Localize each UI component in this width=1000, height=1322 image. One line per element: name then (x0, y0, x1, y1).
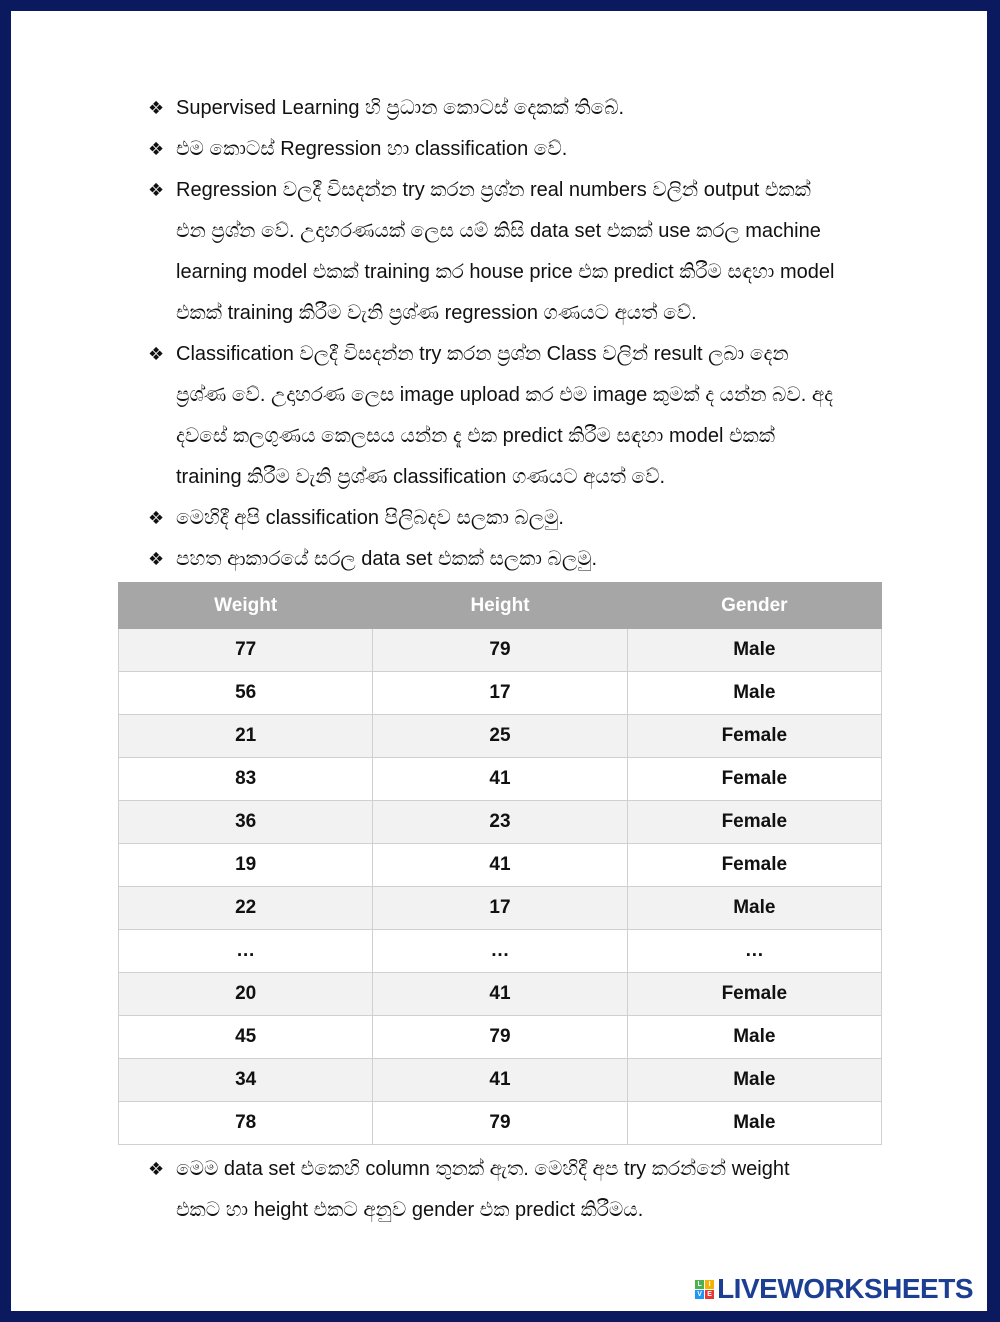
table-row (119, 672, 882, 715)
table-cell: 41 (373, 758, 627, 801)
table-cell: 21 (119, 715, 373, 758)
bullet-icon: ❖ (148, 344, 165, 364)
table-row (119, 715, 882, 758)
table-row (119, 1059, 882, 1102)
bullet-text-line: එකට හා height එකට අනුව gender එක predict කිරීමය. (176, 1199, 644, 1221)
bullet-icon: ❖ (148, 508, 165, 528)
table-row (119, 1016, 882, 1059)
logo-letter-tile: V (695, 1290, 704, 1299)
data-table (118, 582, 882, 1145)
table-cell: 79 (373, 1102, 627, 1145)
table-cell: 77 (119, 629, 373, 672)
table-cell: … (373, 930, 627, 973)
data-table-wrapper (118, 582, 882, 1145)
logo-text: LIVEWORKSHEETS (717, 1273, 973, 1304)
table-cell: Male (627, 672, 881, 715)
bullet-text-line: එකක් training කිරීම වැනි ප්‍රශ්ණ regression ගණයට අයත් වේ. (176, 302, 697, 324)
bullet-icon: ❖ (148, 549, 165, 569)
table-cell: Female (627, 844, 881, 887)
logo-letter-tile: E (705, 1290, 714, 1299)
table-cell: 83 (119, 758, 373, 801)
liveworksheets-logo (695, 1273, 973, 1305)
logo-letter-tile: I (705, 1280, 714, 1289)
table-cell: Male (627, 1016, 881, 1059)
bullet-item (148, 1149, 888, 1231)
bullet-text (176, 539, 888, 580)
table-cell: 19 (119, 844, 373, 887)
table-row (119, 1102, 882, 1145)
table-cell: 17 (373, 887, 627, 930)
table-cell: Male (627, 629, 881, 672)
table-cell: 41 (373, 1059, 627, 1102)
bullet-text-line: learning model එකක් training කර house price එක predict කිරීම සඳහා model (176, 261, 835, 283)
bullet-text-line: මෙහිදී අපි classification පිලිබදව සලකා බලමු. (176, 507, 564, 529)
table-row (119, 801, 882, 844)
bullet-text (176, 1149, 888, 1231)
table-row (119, 629, 882, 672)
bullet-text-line: එන ප්‍රශ්න වේ. උදාහරණයක් ලෙස යම් කිසි data set එකක් use කරල machine (176, 220, 821, 242)
table-cell: 20 (119, 973, 373, 1016)
column-header: Gender (627, 583, 881, 629)
worksheet-page (11, 11, 987, 1311)
table-cell: 41 (373, 973, 627, 1016)
bullet-text-line: Supervised Learning හි ප්‍රධාන කොටස් දෙකක් තිබේ. (176, 97, 625, 119)
bullet-text (176, 88, 888, 129)
bullet-item (148, 498, 888, 539)
table-cell: 79 (373, 629, 627, 672)
bullet-icon: ❖ (148, 139, 165, 159)
table-row (119, 844, 882, 887)
bullet-item (148, 170, 888, 334)
table-cell: 56 (119, 672, 373, 715)
bullet-icon: ❖ (148, 1159, 165, 1179)
table-header-row (119, 583, 882, 629)
table-cell: Female (627, 758, 881, 801)
table-row (119, 930, 882, 973)
bullet-icon: ❖ (148, 180, 165, 200)
table-cell: Female (627, 801, 881, 844)
table-cell: 45 (119, 1016, 373, 1059)
table-cell: Male (627, 1102, 881, 1145)
table-cell: Female (627, 715, 881, 758)
bullet-text (176, 170, 888, 334)
bullet-text-line: පහත ආකාරයේ සරල data set එකක් සලකා බලමු. (176, 548, 598, 570)
bullet-text-line: training කිරීම වැනි ප්‍රශ්ණ classification ගණයට අයත් වේ. (176, 466, 666, 488)
bullet-text (176, 498, 888, 539)
bullet-text-line: ප්‍රශ්ණ වේ. උදාහරණ ලෙස image upload කර එම image කුමක් ද යන්න බව. අද (176, 384, 834, 406)
table-cell: 17 (373, 672, 627, 715)
table-row (119, 973, 882, 1016)
table-cell: 36 (119, 801, 373, 844)
bullet-item (148, 539, 888, 580)
table-cell: 79 (373, 1016, 627, 1059)
bullet-item (148, 129, 888, 170)
table-cell: 34 (119, 1059, 373, 1102)
bullet-text-line: මෙම data set එකෙහි column තුනක් ඇත. මෙහිදී අප try කරන්නේ weight (176, 1158, 790, 1180)
bullet-text-line: එම කොටස් Regression හා classification වේ. (176, 138, 568, 160)
bullet-text (176, 334, 888, 498)
table-row (119, 887, 882, 930)
bullet-text (176, 129, 888, 170)
table-cell: … (119, 930, 373, 973)
logo-icon (695, 1280, 714, 1299)
table-row (119, 758, 882, 801)
column-header: Weight (119, 583, 373, 629)
table-cell: Male (627, 1059, 881, 1102)
table-cell: Female (627, 973, 881, 1016)
bullet-list-top (148, 88, 888, 580)
bullet-list-bottom (148, 1149, 888, 1231)
bullet-text-line: Regression වලදී විසදන්න try කරන ප්‍රශ්න real numbers වලින් output එකක් (176, 179, 811, 201)
table-cell: 23 (373, 801, 627, 844)
table-cell: 22 (119, 887, 373, 930)
bullet-text-line: දවසේ කලගුණය කෙලසය යන්න දැ එක predict කිරීම සඳහා model එකක් (176, 425, 775, 447)
table-cell: 78 (119, 1102, 373, 1145)
bullet-icon: ❖ (148, 98, 165, 118)
table-cell: Male (627, 887, 881, 930)
bullet-item (148, 88, 888, 129)
table-cell: 41 (373, 844, 627, 887)
table-cell: 25 (373, 715, 627, 758)
logo-letter-tile: L (695, 1280, 704, 1289)
table-cell: … (627, 930, 881, 973)
bullet-item (148, 334, 888, 498)
bullet-text-line: Classification වලදී විසදන්න try කරන ප්‍රශ්න Class වලින් result ලබා දෙන (176, 343, 789, 365)
column-header: Height (373, 583, 627, 629)
